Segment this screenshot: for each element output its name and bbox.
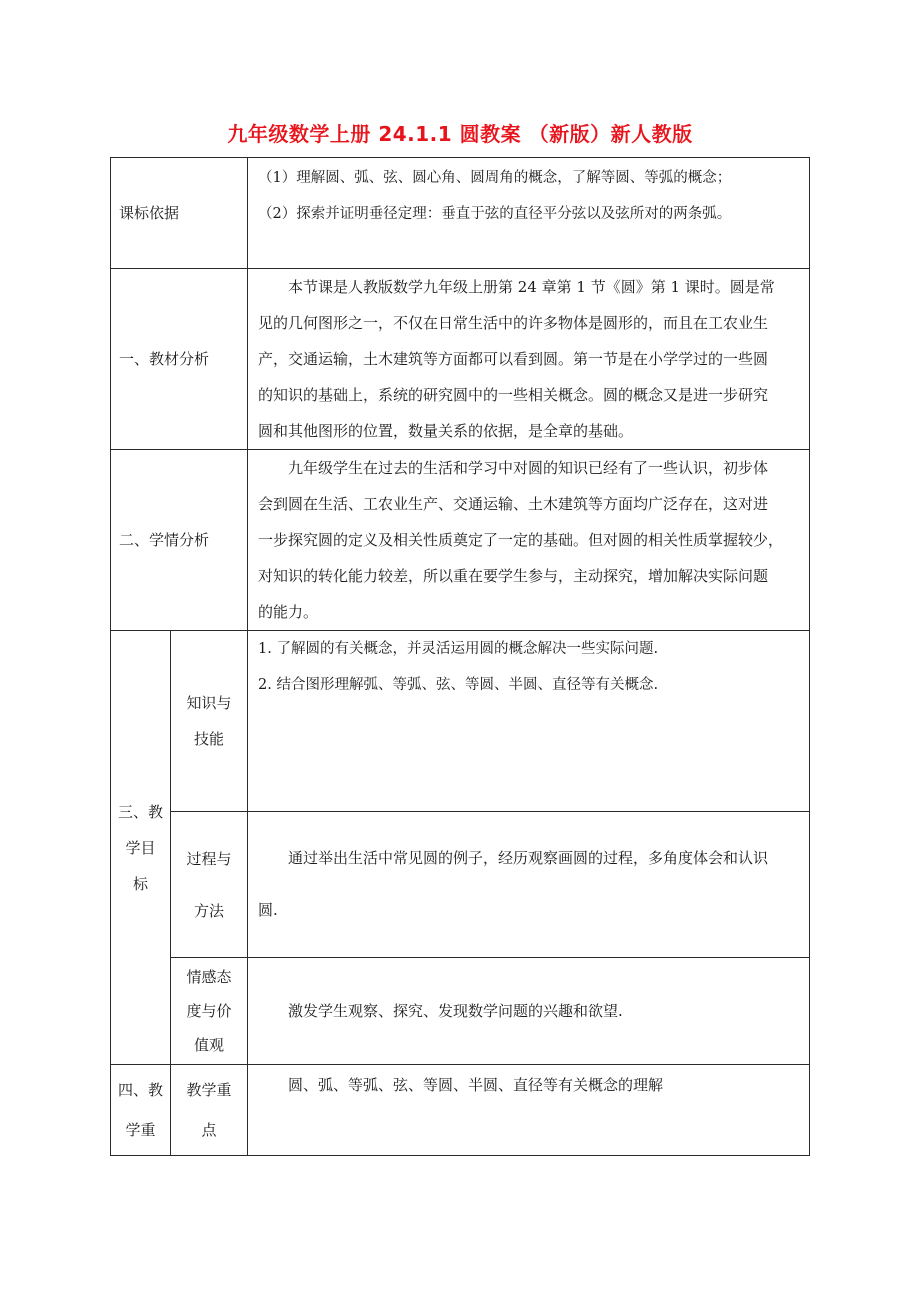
content-line: 的知识的基础上，系统的研究圆中的一些相关概念。圆的概念又是进一步研究 [258, 386, 769, 404]
sublabel-teaching-key-points [171, 1065, 247, 1155]
content-line: （1）理解圆、弧、弦、圆心角、圆周角的概念，了解等圆、等弧的概念； [258, 170, 732, 186]
label-line: 标 [132, 874, 148, 893]
content-line: 2. 结合图形理解弧、等弧、弦、等圆、半圆、直径等有关概念. [258, 677, 659, 693]
sublabel-attitudes-values [171, 958, 247, 1064]
content-line: 1. 了解圆的有关概念，并灵活运用圆的概念解决一些实际问题. [258, 641, 659, 657]
label-line: 三、教 [117, 802, 163, 821]
content-line: 见的几何图形之一，不仅在日常生活中的许多物体是圆形的，而且在工农业生 [258, 314, 769, 332]
content-line: 会到圆在生活、工农业生产、交通运输、土木建筑等方面均广泛存在，这对进 [258, 495, 769, 513]
content-line: 本节课是人教版数学九年级上册第 24 章第 1 节《圆》第 1 课时。圆是常 [288, 278, 775, 296]
content-attitudes-values [248, 958, 809, 1064]
content-line: （2）探索并证明垂径定理：垂直于弦的直径平分弦以及弦所对的两条弧。 [258, 206, 732, 222]
label-line: 过程与 [186, 849, 232, 868]
content-line: 圆、弧、等弧、弦、等圆、半圆、直径等有关概念的理解 [288, 1076, 664, 1094]
label-line: 学目 [125, 838, 156, 857]
row-content-student-analysis [248, 450, 809, 630]
label-line: 知识与 [186, 694, 232, 712]
label-line: 点 [201, 1121, 217, 1139]
row-label-textbook-analysis [111, 269, 247, 449]
label-line: 教学重 [186, 1081, 232, 1099]
content-process-methods [248, 812, 809, 957]
row-label-curriculum-basis [111, 158, 247, 268]
label-line: 技能 [193, 730, 224, 748]
content-line: 圆和其他图形的位置，数量关系的依据，是全章的基础。 [258, 422, 634, 440]
content-line: 的能力。 [258, 603, 319, 621]
label-text: 二、学情分析 [119, 531, 210, 549]
label-text: 课标依据 [119, 204, 180, 222]
content-line: 圆. [258, 901, 278, 919]
label-line: 学重 [125, 1121, 156, 1139]
sublabel-knowledge-skills [171, 631, 247, 811]
section-label-teaching-objectives [111, 631, 170, 1064]
label-line: 四、教 [117, 1081, 163, 1099]
document-title: 九年级数学上册 24.1.1 圆教案 （新版）新人教版 [227, 122, 693, 146]
label-line: 情感态 [186, 968, 232, 986]
content-line: 激发学生观察、探究、发现数学问题的兴趣和欲望. [288, 1002, 623, 1020]
label-text: 一、教材分析 [119, 350, 210, 368]
content-line: 通过举出生活中常见圆的例子，经历观察画圆的过程，多角度体会和认识 [288, 849, 769, 867]
content-knowledge-skills [248, 631, 809, 811]
content-line: 九年级学生在过去的生活和学习中对圆的知识已经有了一些认识，初步体 [288, 459, 769, 477]
content-line: 对知识的转化能力较差，所以重在要学生参与，主动探究，增加解决实际问题 [258, 567, 769, 585]
row-content-textbook-analysis [248, 269, 809, 449]
sublabel-process-methods [171, 812, 247, 957]
section-label-key-points [111, 1065, 170, 1155]
label-line: 度与价 [186, 1002, 232, 1020]
content-line: 产，交通运输，土木建筑等方面都可以看到圆。第一节是在小学学过的一些圆 [258, 350, 769, 368]
content-teaching-key-points [248, 1065, 809, 1155]
row-label-student-analysis [111, 450, 247, 630]
label-line: 值观 [193, 1036, 224, 1054]
content-line: 一步探究圆的定义及相关性质奠定了一定的基础。但对圆的相关性质掌握较少， [258, 531, 784, 549]
label-line: 方法 [193, 901, 224, 920]
row-content-curriculum-basis [248, 158, 809, 268]
